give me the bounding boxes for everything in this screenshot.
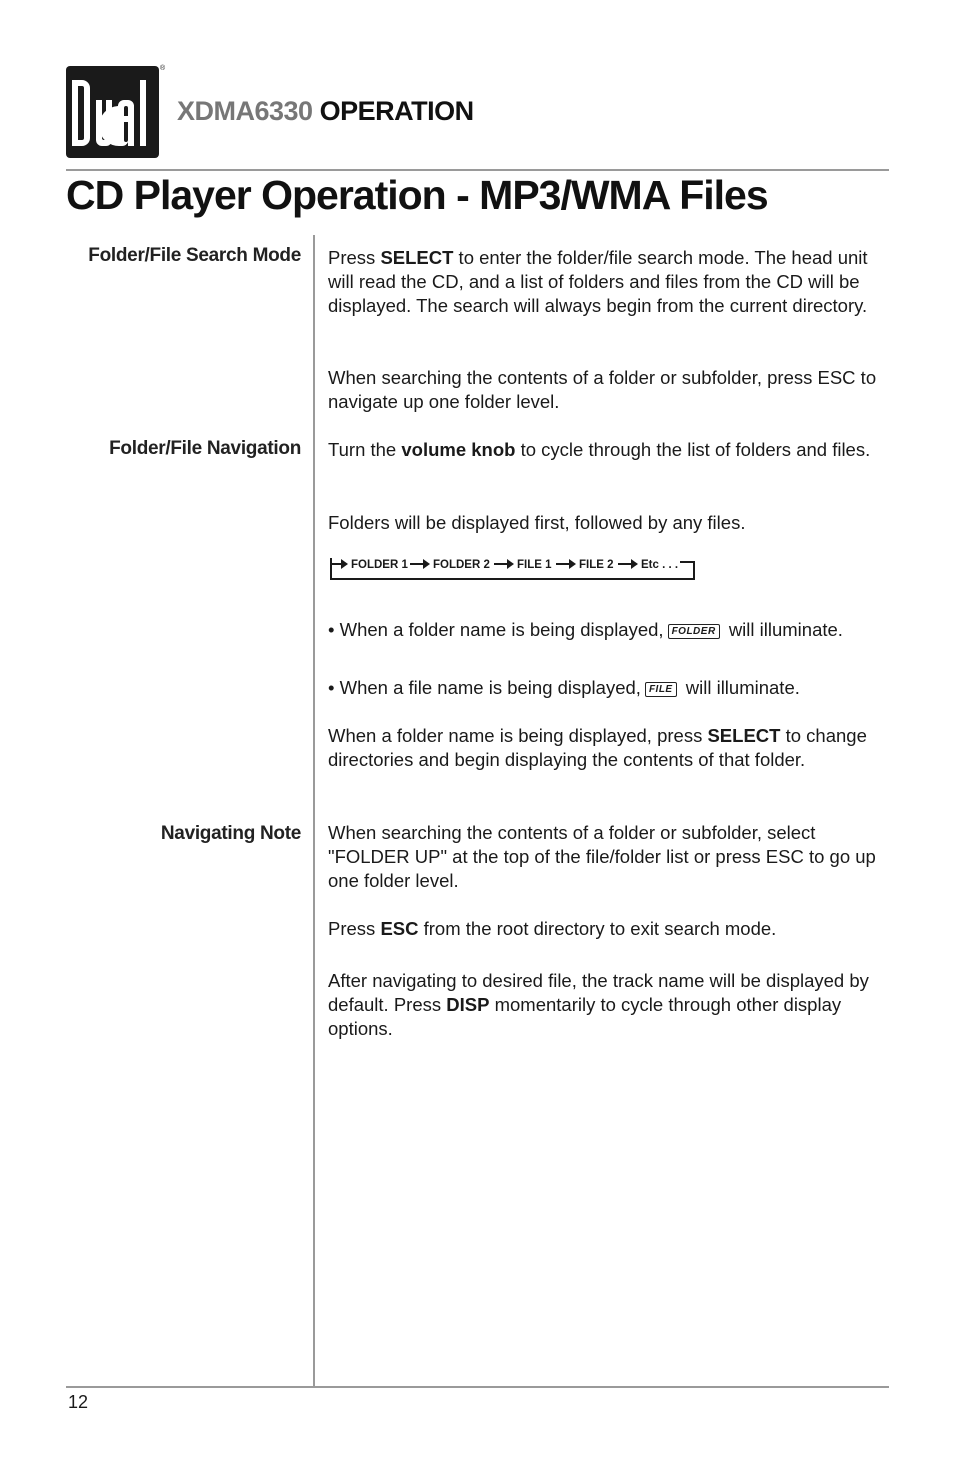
flow-arrow-icon xyxy=(556,559,576,569)
search-mode-p1 xyxy=(328,246,888,319)
flow-label: FILE 2 xyxy=(579,559,614,571)
model-name: XDMA6330 xyxy=(177,96,313,126)
file-indicator-icon: FILE xyxy=(645,682,677,697)
note-p2 xyxy=(328,917,888,941)
header-title xyxy=(177,96,474,127)
flow-label: FOLDER 2 xyxy=(433,559,490,571)
page-title: CD Player Operation - MP3/WMA Files xyxy=(66,172,768,218)
flow-arrow-icon xyxy=(410,559,430,569)
text-run: • When a folder name is being displayed, xyxy=(328,619,664,640)
label-folder-file-search-mode: Folder/File Search Mode xyxy=(88,245,301,266)
text-run: will illuminate. xyxy=(728,619,843,640)
text-run: to change directories and begin displaying the contents of that folder. xyxy=(328,725,867,771)
text-run: Turn the xyxy=(328,439,402,460)
flow-label: FOLDER 1 xyxy=(351,559,408,571)
text-run: Press xyxy=(328,918,381,939)
select-keyword: SELECT xyxy=(707,725,781,746)
label-navigating-note: Navigating Note xyxy=(160,823,301,844)
text-run: • When a file name is being displayed, xyxy=(328,677,641,698)
flow-arrow-icon xyxy=(494,559,514,569)
text-run: to enter the folder/file search mode. The head unit will read the CD, and a list of folders and files from the CD will be displayed. The search will always begin from the current directory. xyxy=(328,247,868,317)
column-divider xyxy=(313,235,315,1387)
dual-logo-mark xyxy=(66,66,159,158)
select-keyword: SELECT xyxy=(380,247,454,268)
dual-logo xyxy=(66,66,159,158)
bottom-rule xyxy=(66,1386,889,1388)
flow-label: FILE 1 xyxy=(517,559,552,571)
flow-arrow-icon xyxy=(618,559,638,569)
label-folder-file-navigation: Folder/File Navigation xyxy=(109,438,301,459)
bullet-folder xyxy=(328,618,888,642)
disp-keyword: DISP xyxy=(446,994,490,1016)
search-mode-p2: When searching the contents of a folder or subfolder, press ESC to navigate up one folder level. xyxy=(328,367,877,413)
text-run: Press xyxy=(328,247,381,268)
text-run: to cycle through the list of folders and files. xyxy=(515,439,871,460)
page-number: 12 xyxy=(68,1392,89,1412)
navigation-p1 xyxy=(328,438,888,462)
navigation-p2: Folders will be displayed first, followed by any files. xyxy=(328,512,746,533)
folder-file-cycle-diagram xyxy=(328,552,698,584)
search-mode-text xyxy=(328,246,888,319)
esc-keyword: ESC xyxy=(380,918,419,939)
volume-knob-keyword: volume knob xyxy=(401,439,516,460)
top-rule xyxy=(66,169,889,171)
text-run: After navigating to desired file, the track name will be displayed by default. Press xyxy=(328,970,869,1016)
flow-label: Etc . . . xyxy=(641,559,679,571)
bullet-file xyxy=(328,676,888,700)
note-p1: When searching the contents of a folder or subfolder, select "FOLDER UP" at the top of the file/folder list or press ESC to go up one folder level. xyxy=(328,822,876,892)
note-p3 xyxy=(328,969,888,1042)
navigation-p3 xyxy=(328,724,888,772)
flow-arrow-icon xyxy=(332,559,348,569)
text-run: from the root directory to exit search mode. xyxy=(418,918,777,939)
section-name: OPERATION xyxy=(312,96,474,126)
registered-mark: ® xyxy=(160,65,166,72)
text-run: momentarily to cycle through other display options. xyxy=(328,994,842,1040)
text-run: will illuminate. xyxy=(685,677,800,698)
text-run: When a folder name is being displayed, press xyxy=(328,725,708,746)
folder-indicator-icon: FOLDER xyxy=(668,624,720,639)
